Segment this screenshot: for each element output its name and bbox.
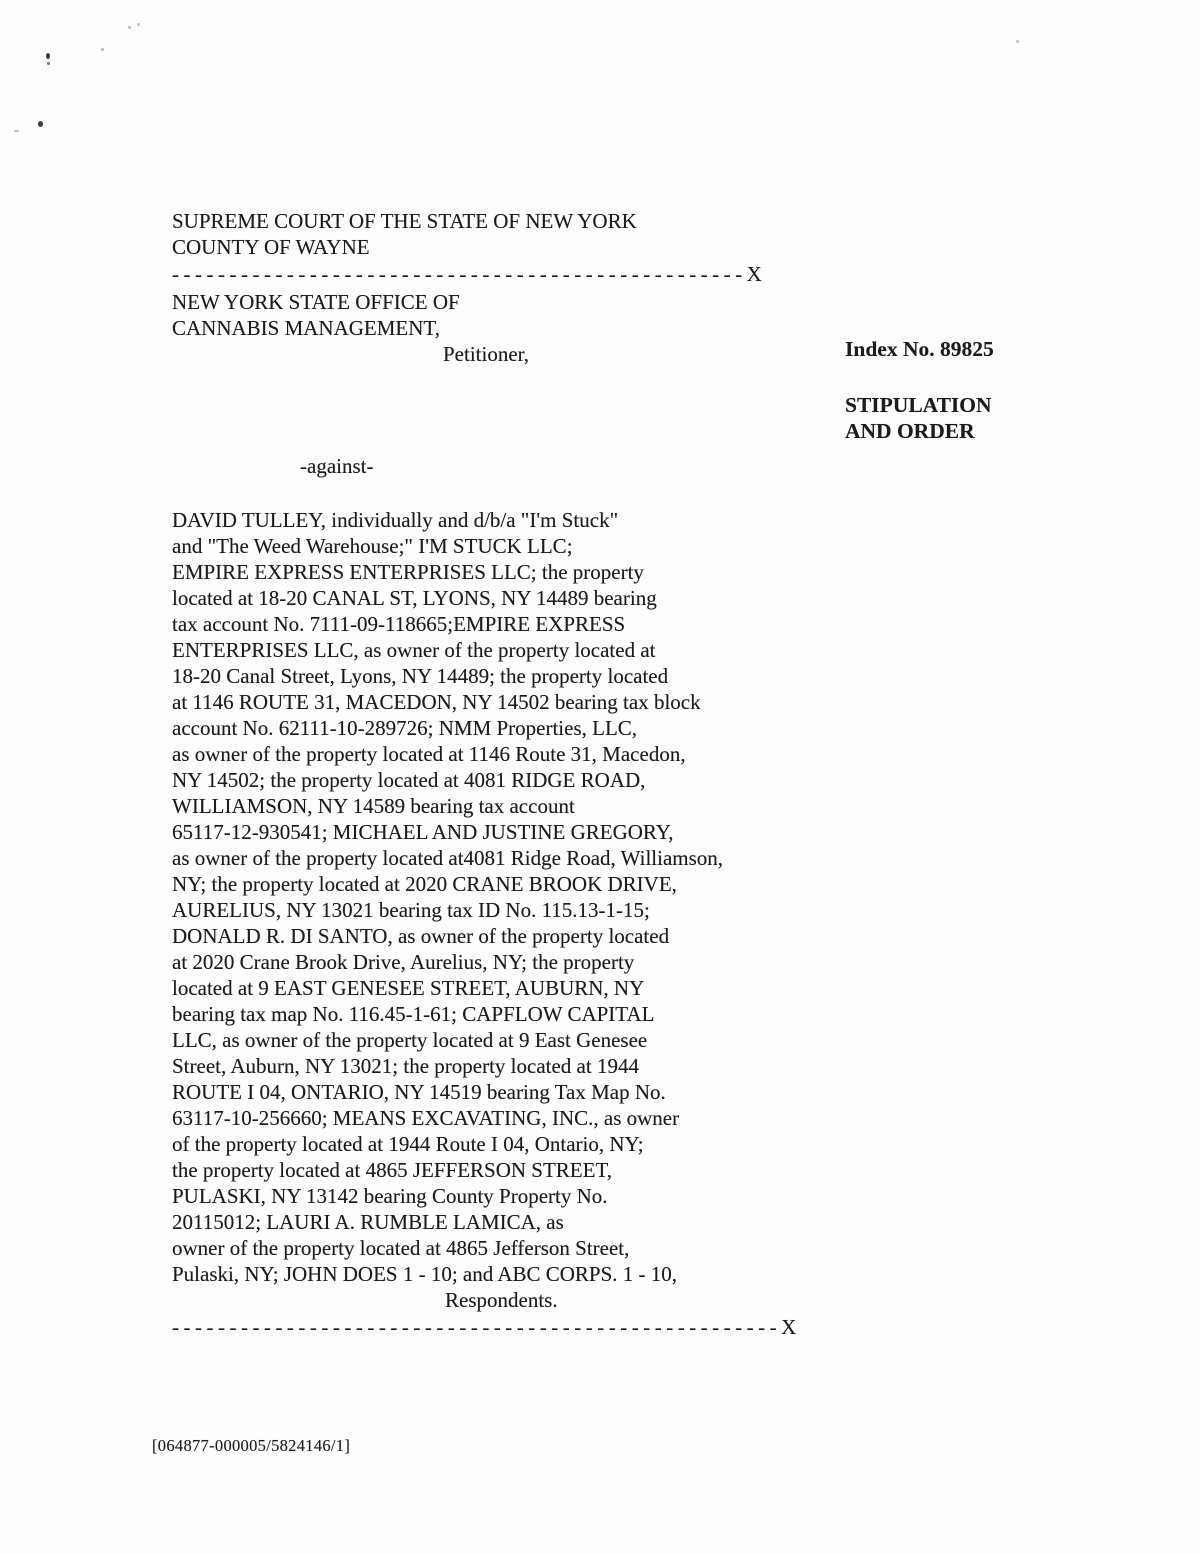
respondent-caption-line: PULASKI, NY 13142 bearing County Property No.	[172, 1184, 608, 1208]
respondent-caption-line: 63117-10-256660; MEANS EXCAVATING, INC., as owner	[172, 1106, 680, 1130]
respondent-caption-line: 18-20 Canal Street, Lyons, NY 14489; the property located	[172, 664, 669, 688]
respondent-caption-line: tax account No. 7111-09-118665;EMPIRE EXPRESS	[172, 612, 626, 636]
scan-speck	[46, 53, 50, 59]
scan-speck	[101, 48, 104, 51]
case-caption	[172, 208, 852, 1340]
respondents-designation: Respondents.	[445, 1288, 558, 1312]
respondent-caption-line: LLC, as owner of the property located at 9 East Genesee	[172, 1028, 648, 1052]
respondent-caption-line: NY 14502; the property located at 4081 RIDGE ROAD,	[172, 768, 646, 792]
petitioner-name-line1: NEW YORK STATE OFFICE OF	[172, 290, 460, 314]
against-label: -against-	[300, 454, 374, 478]
respondent-caption-line: ROUTE I 04, ONTARIO, NY 14519 bearing Tax Map No.	[172, 1080, 666, 1104]
respondent-caption-line: of the property located at 1944 Route I 04, Ontario, NY;	[172, 1132, 644, 1156]
respondent-caption-line: at 1146 ROUTE 31, MACEDON, NY 14502 bearing tax block	[172, 690, 701, 714]
respondent-caption-line: WILLIAMSON, NY 14589 bearing tax account	[172, 794, 575, 818]
respondent-caption-line: as owner of the property located at 1146 Route 31, Macedon,	[172, 742, 686, 766]
respondent-caption-line: Street, Auburn, NY 13021; the property located at 1944	[172, 1054, 639, 1078]
respondent-caption-line: EMPIRE EXPRESS ENTERPRISES LLC; the property	[172, 560, 644, 584]
county-name: COUNTY OF WAYNE	[172, 235, 370, 259]
scan-speck	[128, 26, 131, 29]
scan-speck	[14, 130, 19, 132]
respondent-caption-line: DONALD R. DI SANTO, as owner of the property located	[172, 924, 670, 948]
respondent-caption-line: at 2020 Crane Brook Drive, Aurelius, NY; the property	[172, 950, 635, 974]
respondent-caption-line: Pulaski, NY; JOHN DOES 1 - 10; and ABC CORPS. 1 - 10,	[172, 1262, 678, 1286]
respondent-caption-line: 65117-12-930541; MICHAEL AND JUSTINE GREGORY,	[172, 820, 674, 844]
respondent-caption-line: located at 18-20 CANAL ST, LYONS, NY 14489 bearing	[172, 586, 657, 610]
document-title-line1: STIPULATION	[845, 393, 992, 417]
respondent-caption-line: located at 9 EAST GENESEE STREET, AUBURN, NY	[172, 976, 645, 1000]
respondent-caption-line: AURELIUS, NY 13021 bearing tax ID No. 115.13-1-15;	[172, 898, 650, 922]
petitioner-designation: Petitioner,	[443, 342, 530, 366]
caption-divider-bottom: -----------------------------------------------------X	[172, 1315, 801, 1339]
respondent-caption-line: and "The Weed Warehouse;" I'M STUCK LLC;	[172, 534, 573, 558]
court-name: SUPREME COURT OF THE STATE OF NEW YORK	[172, 209, 637, 233]
document-reference-number: [064877-000005/5824146/1]	[152, 1436, 351, 1455]
respondent-caption-line: owner of the property located at 4865 Jefferson Street,	[172, 1236, 630, 1260]
scan-speck	[1016, 40, 1019, 43]
respondent-caption-line: as owner of the property located at4081 Ridge Road, Williamson,	[172, 846, 724, 870]
respondent-caption-line: the property located at 4865 JEFFERSON STREET,	[172, 1158, 612, 1182]
index-number: Index No. 89825	[845, 337, 994, 361]
petitioner-name-line2: CANNABIS MANAGEMENT,	[172, 316, 440, 340]
respondent-caption-line: ENTERPRISES LLC, as owner of the property located at	[172, 638, 656, 662]
scan-speck	[38, 121, 43, 127]
scan-speck	[137, 23, 140, 26]
respondents-caption-block	[172, 507, 852, 1287]
respondent-caption-line: 20115012; LAURI A. RUMBLE LAMICA, as	[172, 1210, 564, 1234]
scan-speck	[47, 62, 50, 65]
respondent-caption-line: account No. 62111-10-289726; NMM Properties, LLC,	[172, 716, 638, 740]
respondent-caption-line: bearing tax map No. 116.45-1-61; CAPFLOW CAPITAL	[172, 1002, 655, 1026]
caption-divider-top: --------------------------------------------------X	[172, 262, 767, 286]
document-title-line2: AND ORDER	[845, 419, 975, 443]
respondent-caption-line: DAVID TULLEY, individually and d/b/a "I'm Stuck"	[172, 508, 619, 532]
reference-column	[845, 336, 994, 444]
respondent-caption-line: NY; the property located at 2020 CRANE BROOK DRIVE,	[172, 872, 677, 896]
